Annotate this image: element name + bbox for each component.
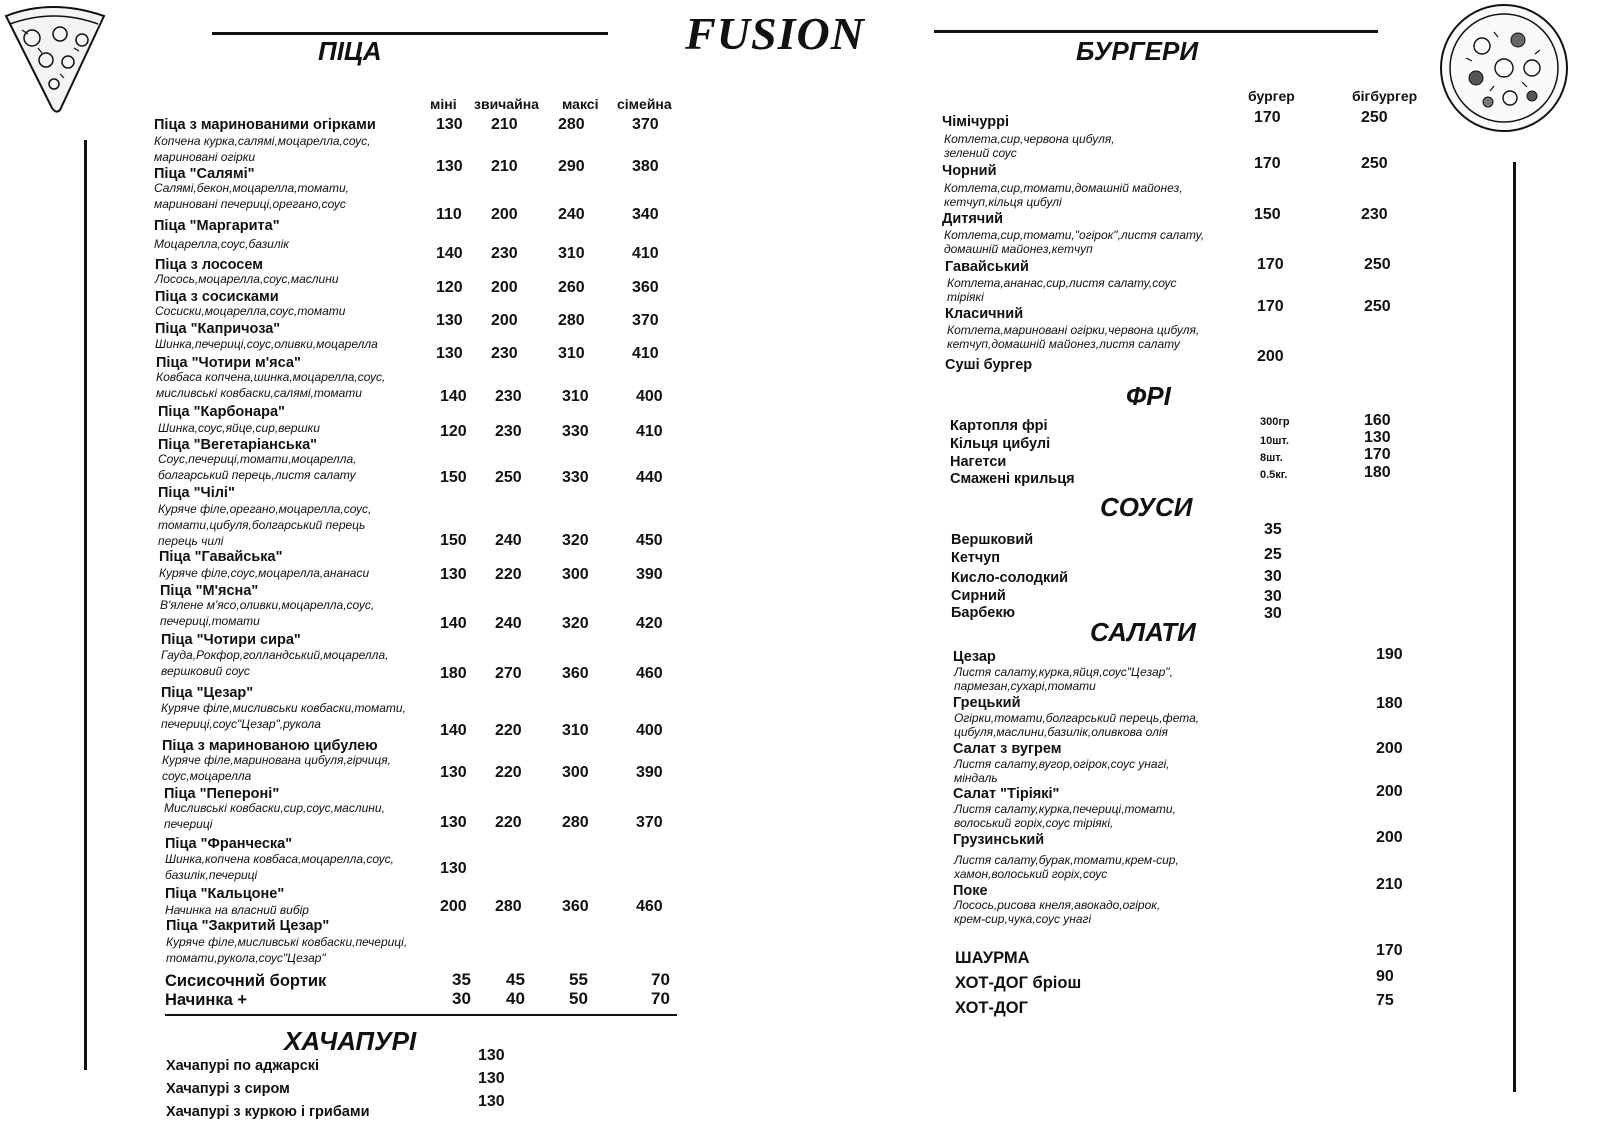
- pizza-price: 250: [495, 469, 522, 486]
- pizza-price: 200: [491, 279, 518, 296]
- burger-description: Котлета,сир,томати,домашній майонез,: [944, 181, 1183, 195]
- pizza-name: Піца "Пепероні": [164, 786, 280, 802]
- size-header-mini: міні: [430, 96, 457, 112]
- burger-price: 150: [1254, 206, 1281, 223]
- sauce-name: Кисло-солодкий: [951, 570, 1069, 586]
- pizza-name: Піца "Цезар": [161, 685, 254, 701]
- pizza-price: 400: [636, 388, 663, 405]
- khachapuri-section-title: ХАЧАПУРІ: [284, 1026, 417, 1056]
- size-header-maxi: максі: [562, 96, 599, 112]
- pizza-description: Шинка,печериці,соус,оливки,моцарелла: [155, 337, 378, 351]
- pizza-price: 290: [558, 158, 585, 175]
- pizza-description: вершковий соус: [161, 664, 250, 678]
- salad-description: міндаль: [954, 771, 998, 785]
- pizza-description: Шинка,соус,яйце,сир,вершки: [158, 421, 320, 435]
- salad-description: Лосось,рисова кнеля,авокадо,огірок,: [954, 898, 1161, 912]
- pizza-price: 150: [440, 532, 467, 549]
- pizza-price: 130: [440, 860, 467, 877]
- pizza-description: Гауда,Рокфор,голландський,моцарелла,: [161, 648, 389, 662]
- pizza-name: Піца "Чілі": [158, 485, 235, 501]
- pizza-price: 220: [495, 764, 522, 781]
- salad-description: цибуля,маслини,базилік,оливкова олія: [954, 725, 1168, 739]
- salad-price: 190: [1376, 646, 1403, 663]
- header-rule-left: [212, 32, 608, 35]
- pizza-name: Піца "Кальцоне": [165, 886, 285, 902]
- salad-description: пармезан,сухарі,томати: [954, 679, 1096, 693]
- pizza-price: 130: [436, 116, 463, 133]
- salad-name: Грузинський: [953, 832, 1045, 848]
- burger-description: кетчуп,кільця цибулі: [944, 195, 1062, 209]
- other-item-name: ШАУРМА: [955, 949, 1030, 967]
- pizza-name: Піца "М'ясна": [160, 583, 259, 599]
- salad-description: хамон,волоський горіх,соус: [954, 867, 1108, 881]
- pizza-description: Соус,печериці,томати,моцарелла,: [158, 452, 357, 466]
- burger-price: 170: [1257, 256, 1284, 273]
- pizza-name: Піца "Чотири м'яса": [156, 355, 301, 371]
- sauce-name: Кетчуп: [951, 550, 1001, 566]
- pizza-price: 360: [562, 898, 589, 915]
- salads-section-title: САЛАТИ: [1090, 617, 1196, 647]
- bigburger-size-header: бігбургер: [1352, 88, 1418, 104]
- pizza-price: 410: [636, 423, 663, 440]
- pizza-bottom-rule: [165, 1014, 677, 1016]
- pizza-price: 230: [495, 388, 522, 405]
- pizza-description: Куряче філе,мисливські ковбаски,печериці,: [166, 935, 408, 949]
- fries-price: 180: [1364, 464, 1391, 481]
- fries-portion: 10шт.: [1260, 435, 1289, 447]
- pizza-name: Піца "Гавайська": [159, 549, 283, 565]
- pizza-price: 450: [636, 532, 663, 549]
- khachapuri-price: 130: [478, 1093, 505, 1110]
- salad-name: Поке: [953, 883, 988, 899]
- pizza-description: мисливські ковбаски,салямі,томати: [156, 386, 362, 400]
- brand-logo: FUSION: [685, 8, 865, 59]
- other-item-name: ХОТ-ДОГ бріош: [955, 974, 1082, 992]
- pizza-section-title: ПІЦА: [318, 36, 382, 66]
- burgers-section-title: БУРГЕРИ: [1076, 36, 1199, 66]
- extra-price: 70: [651, 989, 670, 1008]
- salad-price: 200: [1376, 829, 1403, 846]
- pizza-price: 330: [562, 423, 589, 440]
- pizza-price: 220: [495, 814, 522, 831]
- pizza-price: 240: [495, 532, 522, 549]
- pizza-description: печериці,томати: [160, 614, 260, 628]
- salad-name: Цезар: [953, 649, 996, 665]
- sauce-name: Вершковий: [951, 532, 1034, 548]
- left-border-line: [84, 140, 87, 1070]
- pizza-price: 320: [562, 615, 589, 632]
- pizza-description: мариновані печериці,орегано,соус: [154, 197, 346, 211]
- pizza-price: 180: [440, 665, 467, 682]
- pizza-price: 300: [562, 566, 589, 583]
- extra-price: 30: [452, 989, 471, 1008]
- round-pizza-icon: [1436, 2, 1572, 134]
- burger-description: Котлета,ананас,сир,листя салату,соус: [947, 276, 1177, 290]
- burger-name: Чорний: [942, 163, 997, 179]
- pizza-price: 460: [636, 898, 663, 915]
- pizza-price: 280: [562, 814, 589, 831]
- pizza-description: Куряче філе,маринована цибуля,гірчиця,: [162, 753, 391, 767]
- pizza-name: Піца "Салямі": [154, 166, 255, 182]
- extra-name: Начинка +: [165, 991, 248, 1009]
- salad-price: 200: [1376, 783, 1403, 800]
- pizza-price: 370: [636, 814, 663, 831]
- pizza-description: болгарський перець,листя салату: [158, 468, 356, 482]
- pizza-description: Шинка,копчена ковбаса,моцарелла,соус,: [165, 852, 395, 866]
- pizza-price: 260: [558, 279, 585, 296]
- pizza-price: 130: [436, 158, 463, 175]
- burger-name: Суші бургер: [945, 357, 1033, 373]
- pizza-price: 330: [562, 469, 589, 486]
- pizza-price: 410: [632, 345, 659, 362]
- burger-name: Чімічуррі: [942, 114, 1010, 130]
- salad-name: Салат "Тіріякі": [953, 786, 1060, 802]
- pizza-name: Піца з сосисками: [155, 289, 279, 305]
- burger-description: Котлета,сир,томати,"огірок",листя салату,: [944, 228, 1205, 242]
- pizza-price: 280: [558, 312, 585, 329]
- pizza-description: Сосиски,моцарелла,соус,томати: [155, 304, 346, 318]
- burger-price: 250: [1364, 298, 1391, 315]
- pizza-price: 460: [636, 665, 663, 682]
- pizza-price: 410: [632, 245, 659, 262]
- pizza-description: Копчена курка,салямі,моцарелла,соус,: [154, 134, 371, 148]
- pizza-description: печериці: [164, 817, 213, 831]
- pizza-price: 230: [491, 345, 518, 362]
- burger-name: Класичний: [945, 306, 1024, 322]
- extra-price: 40: [506, 989, 525, 1008]
- burger-price: 170: [1254, 109, 1281, 126]
- burger-price: 170: [1257, 298, 1284, 315]
- pizza-description: томати,рукола,соус"Цезар": [166, 951, 326, 965]
- extra-name: Сисисочний бортик: [165, 972, 327, 990]
- fries-portion: 0.5кг.: [1260, 469, 1288, 481]
- pizza-description: Куряче філе,мисливськи ковбаски,томати,: [161, 701, 406, 715]
- salad-price: 200: [1376, 740, 1403, 757]
- size-header-regular: звичайна: [474, 96, 539, 112]
- pizza-name: Піца "Карбонара": [158, 404, 285, 420]
- pizza-price: 130: [436, 312, 463, 329]
- pizza-name: Піца "Вегетаріанська": [158, 437, 318, 453]
- pizza-price: 280: [495, 898, 522, 915]
- pizza-price: 210: [491, 158, 518, 175]
- fries-name: Кільця цибулі: [950, 436, 1051, 452]
- pizza-description: соус,моцарелла: [162, 769, 252, 783]
- pizza-price: 140: [440, 722, 467, 739]
- burger-description: Котлета,мариновані огірки,червона цибуля,: [947, 323, 1200, 337]
- salad-description: Листя салату,курка,яйця,соус"Цезар",: [954, 665, 1173, 679]
- pizza-name: Піца "Франческа": [165, 836, 293, 852]
- pizza-price: 240: [558, 206, 585, 223]
- pizza-price: 360: [562, 665, 589, 682]
- fries-price: 170: [1364, 446, 1391, 463]
- sauce-price: 30: [1264, 605, 1282, 622]
- pizza-price: 310: [558, 345, 585, 362]
- pizza-price: 390: [636, 764, 663, 781]
- pizza-price: 310: [562, 722, 589, 739]
- pizza-price: 420: [636, 615, 663, 632]
- pizza-price: 310: [558, 245, 585, 262]
- pizza-name: Піца "Маргарита": [154, 218, 280, 234]
- pizza-name: Піца з лососем: [155, 257, 263, 273]
- pizza-name: Піца "Чотири сира": [161, 632, 301, 648]
- pizza-price: 390: [636, 566, 663, 583]
- sauces-section-title: СОУСИ: [1100, 492, 1193, 522]
- salad-price: 180: [1376, 695, 1403, 712]
- right-border-line: [1513, 162, 1516, 1092]
- other-item-price: 170: [1376, 942, 1403, 959]
- sauce-price: 30: [1264, 568, 1282, 585]
- sauce-price: 30: [1264, 588, 1282, 605]
- pizza-price: 130: [436, 345, 463, 362]
- pizza-price: 370: [632, 116, 659, 133]
- pizza-price: 400: [636, 722, 663, 739]
- salad-name: Грецький: [953, 695, 1021, 711]
- fries-name: Нагетси: [950, 454, 1007, 470]
- pizza-price: 440: [636, 469, 663, 486]
- burger-price: 250: [1361, 109, 1388, 126]
- burger-description: Котлета,сир,червона цибуля,: [944, 132, 1115, 146]
- pizza-name: Піца "Закритий Цезар": [166, 918, 330, 934]
- pizza-description: Ковбаса копчена,шинка,моцарелла,соус,: [156, 370, 386, 384]
- fries-name: Картопля фрі: [950, 418, 1048, 434]
- pizza-description: Моцарелла,соус,базилік: [154, 237, 289, 251]
- pizza-description: Куряче філе,соус,моцарелла,ананаси: [159, 566, 370, 580]
- pizza-name: Піца "Капричоза": [155, 321, 281, 337]
- salad-description: волоський горіх,соус тіріякі,: [954, 816, 1114, 830]
- pizza-price: 120: [440, 423, 467, 440]
- pizza-price: 340: [632, 206, 659, 223]
- pizza-slice-icon: [2, 4, 108, 114]
- extra-price: 70: [651, 970, 670, 989]
- pizza-price: 140: [436, 245, 463, 262]
- salad-description: Огірки,томати,болгарський перець,фета,: [954, 711, 1200, 725]
- pizza-price: 380: [632, 158, 659, 175]
- fries-price: 160: [1364, 412, 1391, 429]
- pizza-description: Куряче філе,орегано,моцарелла,соус,: [158, 502, 372, 516]
- pizza-name: Піца з маринованими огірками: [154, 117, 376, 133]
- header-rule-right: [934, 30, 1378, 33]
- pizza-description: Начинка на власний вибір: [165, 903, 309, 917]
- pizza-description: В'ялене м'ясо,оливки,моцарелла,соус,: [160, 598, 375, 612]
- pizza-price: 130: [440, 566, 467, 583]
- sauce-name: Барбекю: [951, 605, 1016, 621]
- pizza-price: 210: [491, 116, 518, 133]
- extra-price: 35: [452, 970, 471, 989]
- pizza-price: 370: [632, 312, 659, 329]
- khachapuri-price: 130: [478, 1047, 505, 1064]
- salad-description: Листя салату,вугор,огірок,соус унагі,: [954, 757, 1170, 771]
- pizza-description: Мисливські ковбаски,сир,соус,маслини,: [164, 801, 385, 815]
- pizza-price: 360: [632, 279, 659, 296]
- burger-price: 230: [1361, 206, 1388, 223]
- burger-price: 250: [1364, 256, 1391, 273]
- fries-section-title: ФРІ: [1126, 381, 1171, 411]
- pizza-price: 280: [558, 116, 585, 133]
- burger-description: домашній майонез,кетчуп: [944, 242, 1093, 256]
- pizza-description: Салямі,бекон,моцарелла,томати,: [154, 181, 349, 195]
- pizza-price: 130: [440, 764, 467, 781]
- pizza-price: 320: [562, 532, 589, 549]
- extra-price: 45: [506, 970, 525, 989]
- pizza-price: 200: [491, 312, 518, 329]
- salad-name: Салат з вугрем: [953, 741, 1062, 757]
- pizza-price: 120: [436, 279, 463, 296]
- other-item-name: ХОТ-ДОГ: [955, 999, 1028, 1017]
- khachapuri-name: Хачапурі по аджарскі: [166, 1058, 320, 1074]
- sauce-name: Сирний: [951, 588, 1006, 604]
- fries-price: 130: [1364, 429, 1391, 446]
- pizza-price: 300: [562, 764, 589, 781]
- salad-description: Листя салату,курка,печериці,томати,: [954, 802, 1176, 816]
- burger-description: тіріякі: [947, 290, 984, 304]
- pizza-name: Піца з маринованою цибулею: [162, 738, 378, 754]
- pizza-price: 150: [440, 469, 467, 486]
- extra-price: 50: [569, 989, 588, 1008]
- pizza-price: 270: [495, 665, 522, 682]
- khachapuri-name: Хачапурі з сиром: [166, 1081, 290, 1097]
- pizza-price: 230: [495, 423, 522, 440]
- khachapuri-name: Хачапурі з куркою і грибами: [166, 1104, 370, 1120]
- pizza-price: 310: [562, 388, 589, 405]
- pizza-price: 110: [436, 206, 462, 223]
- pizza-price: 240: [495, 615, 522, 632]
- pizza-price: 230: [491, 245, 518, 262]
- sauce-price: 35: [1264, 521, 1282, 538]
- pizza-price: 200: [440, 898, 467, 915]
- size-header-family: сімейна: [617, 96, 672, 112]
- pizza-price: 220: [495, 566, 522, 583]
- pizza-price: 220: [495, 722, 522, 739]
- burger-price: 200: [1257, 348, 1284, 365]
- burger-size-header: бургер: [1248, 88, 1295, 104]
- pizza-description: печериці,соус"Цезар",рукола: [161, 717, 321, 731]
- pizza-price: 130: [440, 814, 467, 831]
- fries-portion: 8шт.: [1260, 452, 1283, 464]
- pizza-description: Лосось,моцарелла,соус,маслини: [155, 272, 339, 286]
- pizza-price: 200: [491, 206, 518, 223]
- salad-price: 210: [1376, 876, 1403, 893]
- sauce-price: 25: [1264, 546, 1282, 563]
- burger-description: кетчуп,домашній майонез,листя салату: [947, 337, 1180, 351]
- pizza-price: 140: [440, 615, 467, 632]
- salad-description: Листя салату,бурак,томати,крем-сир,: [954, 853, 1179, 867]
- burger-name: Гавайський: [945, 259, 1029, 275]
- extra-price: 55: [569, 970, 588, 989]
- pizza-description: мариновані огірки: [154, 150, 256, 164]
- fries-portion: 300гр: [1260, 416, 1290, 428]
- salad-description: крем-сир,чука,соус унагі: [954, 912, 1092, 926]
- khachapuri-price: 130: [478, 1070, 505, 1087]
- burger-name: Дитячий: [942, 211, 1004, 227]
- pizza-description: базилік,печериці: [165, 868, 258, 882]
- other-item-price: 90: [1376, 968, 1394, 985]
- pizza-description: томати,цибуля,болгарський перець: [158, 518, 366, 532]
- fries-name: Смажені крильця: [950, 471, 1075, 487]
- pizza-description: перець чилі: [158, 534, 224, 548]
- burger-price: 250: [1361, 155, 1388, 172]
- other-item-price: 75: [1376, 992, 1394, 1009]
- burger-description: зелений соус: [944, 146, 1017, 160]
- burger-price: 170: [1254, 155, 1281, 172]
- pizza-price: 140: [440, 388, 467, 405]
